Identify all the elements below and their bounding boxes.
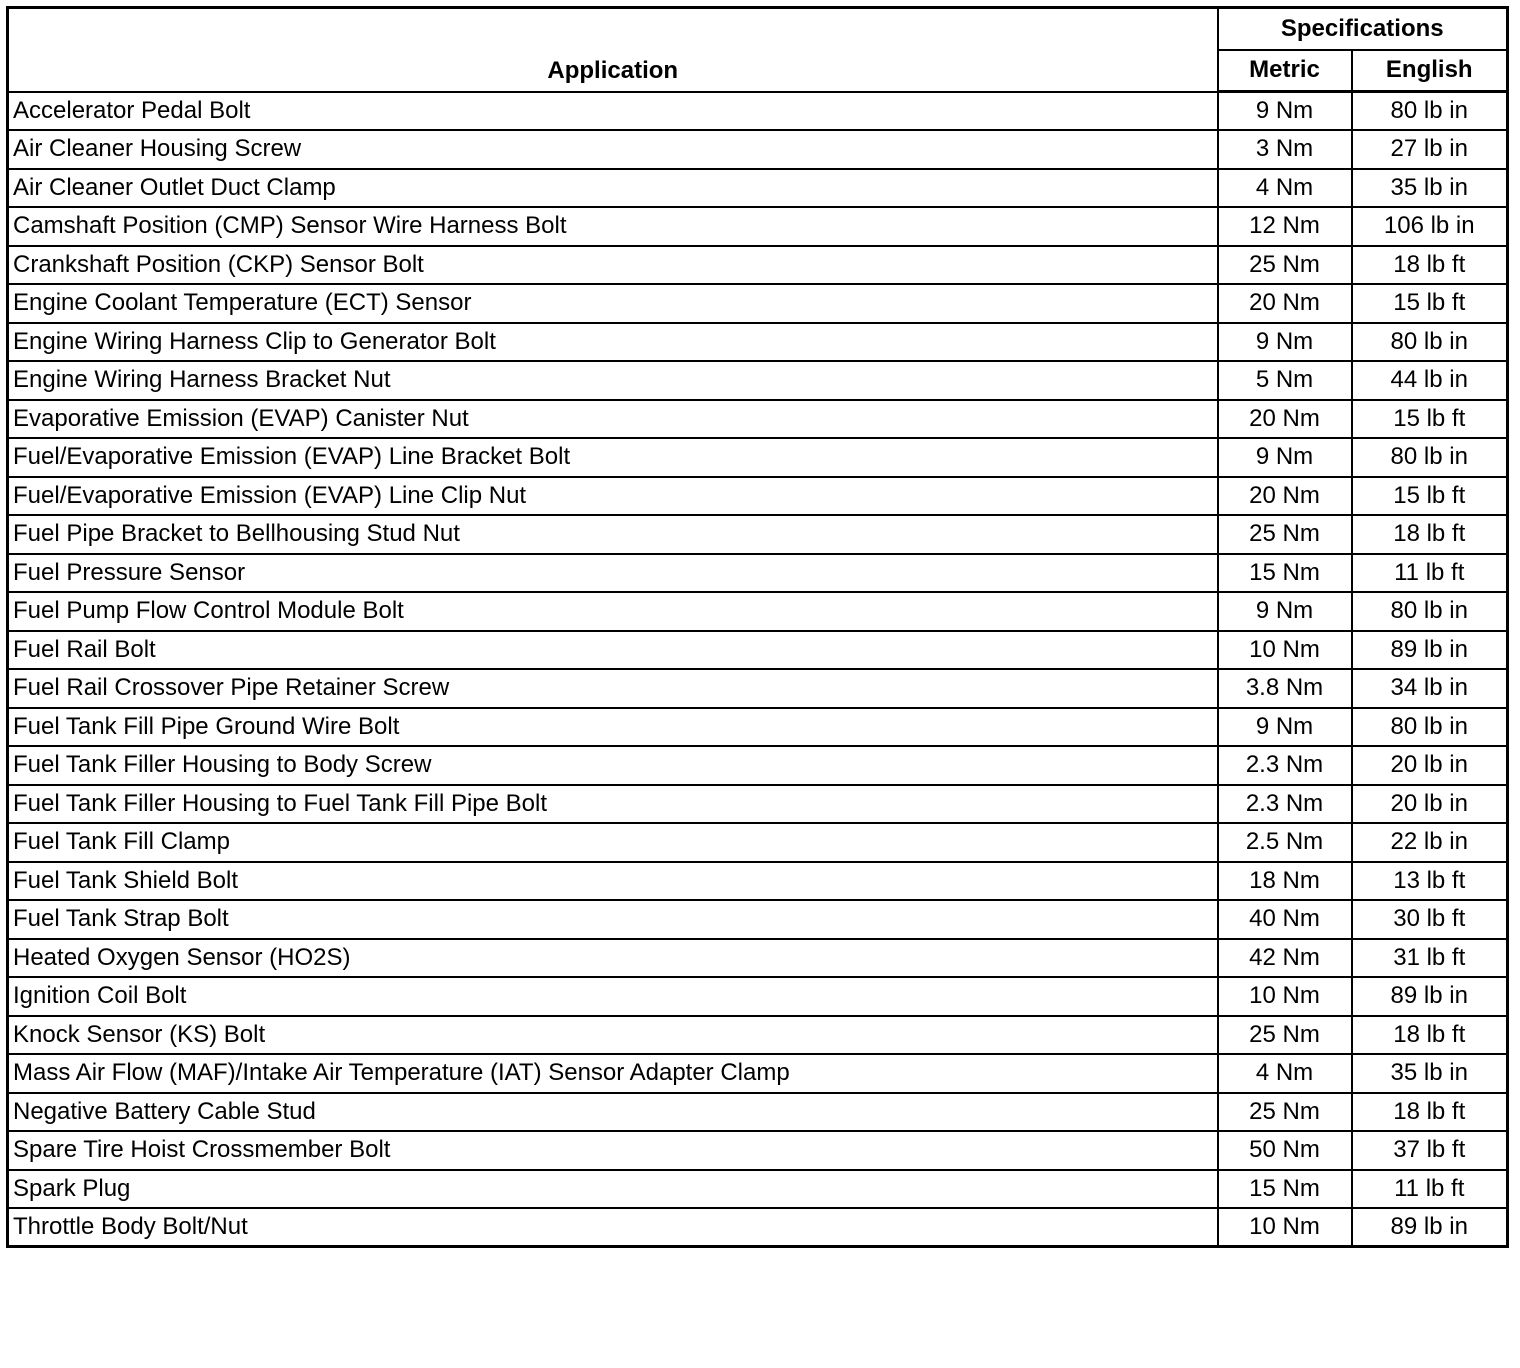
table-row: [8, 1131, 1508, 1170]
metric-cell: 4 Nm: [1218, 169, 1352, 208]
english-cell: 18 lb ft: [1352, 515, 1508, 554]
application-cell: Fuel Pressure Sensor: [8, 554, 1218, 593]
metric-cell: 25 Nm: [1218, 246, 1352, 285]
english-cell: 18 lb ft: [1352, 1016, 1508, 1055]
table-row: [8, 92, 1508, 131]
english-cell: 27 lb in: [1352, 130, 1508, 169]
table-row: [8, 169, 1508, 208]
application-cell: Engine Coolant Temperature (ECT) Sensor: [8, 284, 1218, 323]
table-row: [8, 1208, 1508, 1247]
metric-cell: 50 Nm: [1218, 1131, 1352, 1170]
table-row: [8, 438, 1508, 477]
metric-cell: 15 Nm: [1218, 1170, 1352, 1209]
table-row: [8, 323, 1508, 362]
table-row: [8, 515, 1508, 554]
table-row: [8, 823, 1508, 862]
table-row: [8, 284, 1508, 323]
metric-cell: 42 Nm: [1218, 939, 1352, 978]
english-cell: 34 lb in: [1352, 669, 1508, 708]
table-row: [8, 1093, 1508, 1132]
table-row: [8, 361, 1508, 400]
english-cell: 15 lb ft: [1352, 284, 1508, 323]
english-cell: 106 lb in: [1352, 207, 1508, 246]
table-header: [8, 8, 1508, 92]
application-cell: Engine Wiring Harness Bracket Nut: [8, 361, 1218, 400]
english-cell: 80 lb in: [1352, 592, 1508, 631]
application-cell: Camshaft Position (CMP) Sensor Wire Harness Bolt: [8, 207, 1218, 246]
application-cell: Accelerator Pedal Bolt: [8, 92, 1218, 131]
metric-cell: 2.3 Nm: [1218, 746, 1352, 785]
table-row: [8, 1054, 1508, 1093]
table-row: [8, 939, 1508, 978]
metric-cell: 4 Nm: [1218, 1054, 1352, 1093]
application-cell: Fuel Tank Filler Housing to Body Screw: [8, 746, 1218, 785]
application-cell: Fuel/Evaporative Emission (EVAP) Line Bracket Bolt: [8, 438, 1218, 477]
application-cell: Fuel Tank Fill Clamp: [8, 823, 1218, 862]
application-cell: Fuel Tank Strap Bolt: [8, 900, 1218, 939]
metric-cell: 25 Nm: [1218, 1016, 1352, 1055]
application-cell: Fuel Pipe Bracket to Bellhousing Stud Nut: [8, 515, 1218, 554]
english-cell: 35 lb in: [1352, 169, 1508, 208]
application-cell: Knock Sensor (KS) Bolt: [8, 1016, 1218, 1055]
metric-cell: 9 Nm: [1218, 708, 1352, 747]
application-cell: Evaporative Emission (EVAP) Canister Nut: [8, 400, 1218, 439]
metric-cell: 40 Nm: [1218, 900, 1352, 939]
metric-cell: 9 Nm: [1218, 323, 1352, 362]
metric-cell: 3 Nm: [1218, 130, 1352, 169]
english-cell: 11 lb ft: [1352, 554, 1508, 593]
metric-cell: 25 Nm: [1218, 1093, 1352, 1132]
application-cell: Fuel Rail Crossover Pipe Retainer Screw: [8, 669, 1218, 708]
english-cell: 37 lb ft: [1352, 1131, 1508, 1170]
english-cell: 89 lb in: [1352, 1208, 1508, 1247]
application-header: Application: [8, 8, 1218, 92]
application-cell: Negative Battery Cable Stud: [8, 1093, 1218, 1132]
metric-cell: 25 Nm: [1218, 515, 1352, 554]
metric-cell: 10 Nm: [1218, 977, 1352, 1016]
application-cell: Fuel Tank Fill Pipe Ground Wire Bolt: [8, 708, 1218, 747]
english-cell: 30 lb ft: [1352, 900, 1508, 939]
table-row: [8, 1016, 1508, 1055]
table-row: [8, 130, 1508, 169]
table-row: [8, 900, 1508, 939]
english-cell: 20 lb in: [1352, 785, 1508, 824]
table-row: [8, 592, 1508, 631]
table-row: [8, 246, 1508, 285]
application-cell: Mass Air Flow (MAF)/Intake Air Temperature (IAT) Sensor Adapter Clamp: [8, 1054, 1218, 1093]
table-row: [8, 977, 1508, 1016]
english-cell: 35 lb in: [1352, 1054, 1508, 1093]
english-cell: 20 lb in: [1352, 746, 1508, 785]
application-cell: Heated Oxygen Sensor (HO2S): [8, 939, 1218, 978]
table-body: [8, 92, 1508, 1247]
table-row: [8, 785, 1508, 824]
english-cell: 80 lb in: [1352, 708, 1508, 747]
application-cell: Fuel Rail Bolt: [8, 631, 1218, 670]
table-row: [8, 669, 1508, 708]
english-cell: 44 lb in: [1352, 361, 1508, 400]
table-row: [8, 207, 1508, 246]
table-row: [8, 554, 1508, 593]
specifications-header: Specifications: [1218, 8, 1508, 50]
english-cell: 15 lb ft: [1352, 400, 1508, 439]
application-cell: Fuel/Evaporative Emission (EVAP) Line Clip Nut: [8, 477, 1218, 516]
table-row: [8, 862, 1508, 901]
application-cell: Air Cleaner Outlet Duct Clamp: [8, 169, 1218, 208]
application-cell: Fuel Tank Filler Housing to Fuel Tank Fill Pipe Bolt: [8, 785, 1218, 824]
metric-cell: 10 Nm: [1218, 1208, 1352, 1247]
english-cell: 89 lb in: [1352, 631, 1508, 670]
metric-cell: 9 Nm: [1218, 92, 1352, 131]
metric-cell: 10 Nm: [1218, 631, 1352, 670]
metric-cell: 9 Nm: [1218, 438, 1352, 477]
application-cell: Spark Plug: [8, 1170, 1218, 1209]
fastener-specifications-table: [6, 6, 1509, 1248]
metric-cell: 2.5 Nm: [1218, 823, 1352, 862]
application-cell: Spare Tire Hoist Crossmember Bolt: [8, 1131, 1218, 1170]
english-cell: 89 lb in: [1352, 977, 1508, 1016]
english-cell: 15 lb ft: [1352, 477, 1508, 516]
metric-cell: 20 Nm: [1218, 477, 1352, 516]
english-header: English: [1352, 50, 1508, 92]
application-cell: Engine Wiring Harness Clip to Generator Bolt: [8, 323, 1218, 362]
table-row: [8, 1170, 1508, 1209]
metric-cell: 9 Nm: [1218, 592, 1352, 631]
english-cell: 22 lb in: [1352, 823, 1508, 862]
english-cell: 13 lb ft: [1352, 862, 1508, 901]
metric-cell: 12 Nm: [1218, 207, 1352, 246]
application-cell: Crankshaft Position (CKP) Sensor Bolt: [8, 246, 1218, 285]
application-cell: Throttle Body Bolt/Nut: [8, 1208, 1218, 1247]
table-row: [8, 708, 1508, 747]
english-cell: 80 lb in: [1352, 323, 1508, 362]
metric-cell: 20 Nm: [1218, 284, 1352, 323]
english-cell: 80 lb in: [1352, 92, 1508, 131]
application-cell: Fuel Tank Shield Bolt: [8, 862, 1218, 901]
english-cell: 11 lb ft: [1352, 1170, 1508, 1209]
table-row: [8, 631, 1508, 670]
english-cell: 18 lb ft: [1352, 246, 1508, 285]
english-cell: 31 lb ft: [1352, 939, 1508, 978]
metric-cell: 3.8 Nm: [1218, 669, 1352, 708]
metric-cell: 2.3 Nm: [1218, 785, 1352, 824]
metric-header: Metric: [1218, 50, 1352, 92]
english-cell: 18 lb ft: [1352, 1093, 1508, 1132]
table-row: [8, 746, 1508, 785]
metric-cell: 20 Nm: [1218, 400, 1352, 439]
application-cell: Air Cleaner Housing Screw: [8, 130, 1218, 169]
application-cell: Ignition Coil Bolt: [8, 977, 1218, 1016]
english-cell: 80 lb in: [1352, 438, 1508, 477]
table-row: [8, 400, 1508, 439]
metric-cell: 18 Nm: [1218, 862, 1352, 901]
metric-cell: 15 Nm: [1218, 554, 1352, 593]
application-cell: Fuel Pump Flow Control Module Bolt: [8, 592, 1218, 631]
table-row: [8, 477, 1508, 516]
metric-cell: 5 Nm: [1218, 361, 1352, 400]
